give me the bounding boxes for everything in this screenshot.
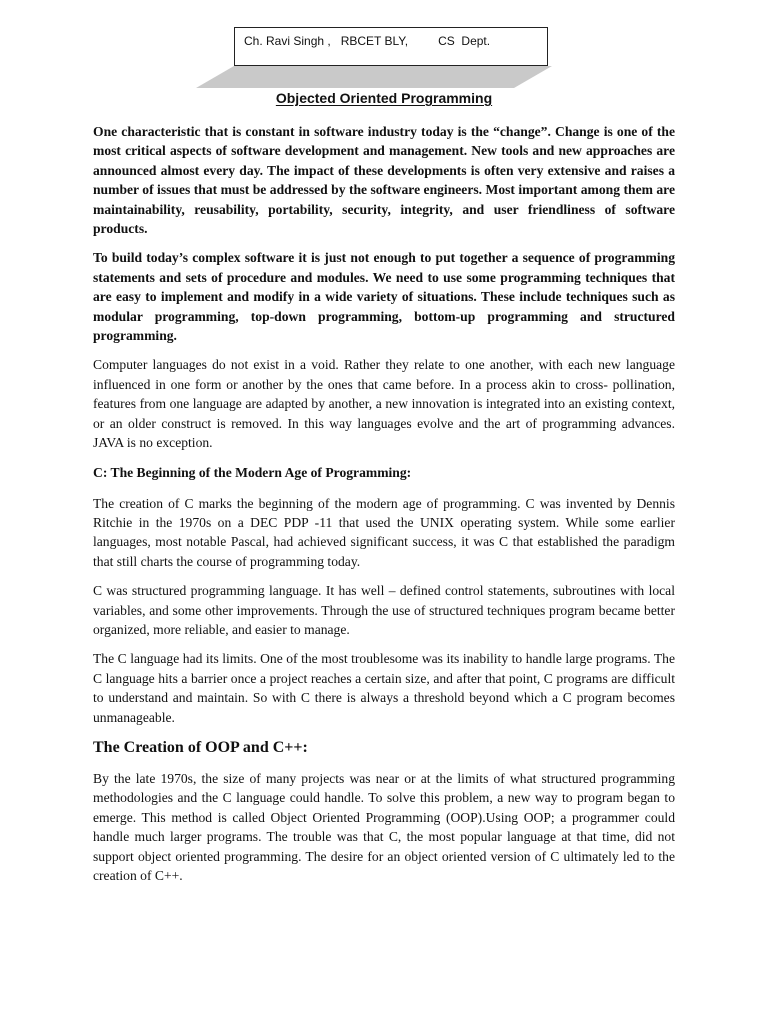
heading-oop-cpp: The Creation of OOP and C++: (93, 738, 308, 756)
document-body (93, 122, 675, 895)
paragraph-structured-language: C was structured programming language. It has well – defined control statements, subroutines with local variables, and some other improvements. Through the use of structured techniques program became better organized, more reliable, and easier to manage. (93, 583, 675, 637)
heading-c-beginning: C: The Beginning of the Modern Age of Programming: (93, 464, 412, 480)
document-title (0, 89, 768, 107)
document-title-text: Objected Oriented Programming (275, 90, 493, 106)
paragraph-oop-creation: By the late 1970s, the size of many projects was near or at the limits of what structured programming methodologies and the C language could handle. To solve this problem, a new way to program began to emerge. This method is called Object Oriented Programming (OOP).Using OOP; a programmer could handle much larger programs. The trouble was that C, the most popular language at that time, did not support object oriented programming. The desire for an object oriented version of C ultimately led to the creation of C++. (93, 770, 675, 883)
header-author-box: Ch. Ravi Singh , RBCET BLY, CS Dept. (234, 27, 548, 66)
paragraph-c-limits: The C language had its limits. One of the most troublesome was its inability to handle large programs. The C language hits a barrier once a project reaches a certain size, and after that point, C programs are difficult to understand and maintain. So with C there is always a threshold beyond which a C program becomes unmanageable. (93, 651, 675, 725)
header-area (0, 0, 768, 95)
paragraph-creation-of-c: The creation of C marks the beginning of the modern age of programming. C was invented by Dennis Ritchie in the 1970s on a DEC PDP -11 that used the UNIX operating system. While some earlier languages, most notable Pascal, had achieved significant success, it was C that established the paradigm that still charts the course of programming today. (93, 495, 675, 569)
paragraph-change: One characteristic that is constant in software industry today is the “change”. Change is one of the most critical aspects of software development and management. New tools and new approaches are announced almost every day. The impact of these developments is often very extensive and raises a number of issues that must be addressed by the software engineers. Most important among them are maintainability, reusability, portability, security, integrity, and user friendliness of software products. (93, 124, 675, 237)
paragraph-complex-software: To build today’s complex software it is just not enough to put together a sequence of programming statements and sets of procedure and modules. We need to use some programming techniques that are easy to implement and modify in a wide variety of situations. These include techniques such as modular programming, top-down programming, bottom-up programming and structured programming. (93, 250, 675, 344)
paragraph-computer-languages: Computer languages do not exist in a void. Rather they relate to one another, with each new language influenced in one form or another by the ones that came before. In a process akin to cross- pollination, features from one language are adapted by another, a new innovation is integrated into an existing context, or an older construct is removed. In this way languages evolve and the art of programming advances. JAVA is no exception. (93, 357, 675, 451)
header-banner-shape (196, 66, 552, 88)
header-banner-trapezoid (196, 66, 552, 88)
